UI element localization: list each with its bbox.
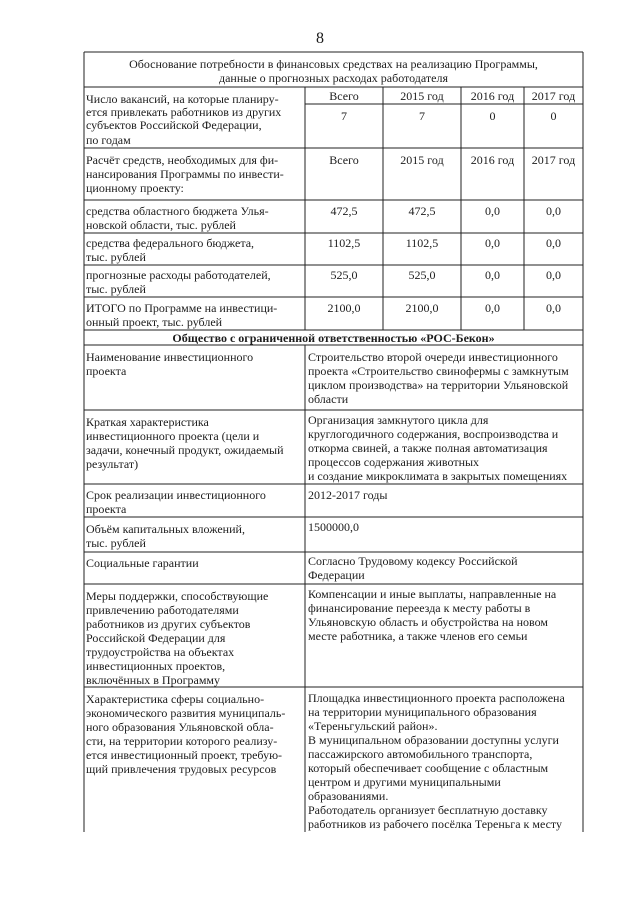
vacancies-label-line-4: по годам xyxy=(86,133,131,147)
regional-budget-2016: 0,0 xyxy=(485,204,500,218)
term-label-2: проекта xyxy=(86,502,127,516)
regional-budget-label-1: средства областного бюджета Улья- xyxy=(86,204,269,218)
vacancies-label-line-2: ется привлекать работников из других xyxy=(86,105,282,119)
regional-budget-total: 472,5 xyxy=(330,204,358,218)
support-label-4: Российской Федерации для xyxy=(86,631,226,645)
social-value-1: Согласно Трудовому кодексу Российской xyxy=(308,554,518,568)
support-value-4: месте работника, а также членов его семьи xyxy=(308,629,528,643)
sphere-value-5: пассажирского автомобильного транспорта, xyxy=(308,747,533,761)
vacancies-total: 7 xyxy=(341,109,347,123)
calc-header-2015: 2015 год xyxy=(400,153,444,167)
calc-header-2016: 2016 год xyxy=(470,153,515,167)
support-label-6: инвестиционных проектов, xyxy=(86,659,226,673)
characteristics-value-1: Организация замкнутого цикла для xyxy=(308,413,489,427)
characteristics-label-4: результат) xyxy=(86,457,139,471)
term-value: 2012-2017 годы xyxy=(308,488,388,502)
social-label: Социальные гарантии xyxy=(86,556,199,570)
section-title-line-2: данные о прогнозных расходах работодателя xyxy=(219,71,448,85)
regional-budget-2015: 472,5 xyxy=(408,204,436,218)
project-name-value-2: проекта «Строительство свинофермы с замкнутым xyxy=(308,364,569,378)
calc-header-total: Всего xyxy=(329,153,359,167)
support-label-7: включённых в Программу xyxy=(86,673,221,687)
sphere-value-4: В муниципальном образовании доступны услуги xyxy=(308,733,559,747)
sphere-value-1: Площадка инвестиционного проекта расположена xyxy=(308,691,565,705)
project-name-value-1: Строительство второй очереди инвестиционного xyxy=(308,350,558,364)
sphere-value-9: Работодатель организует бесплатную доставку xyxy=(308,803,548,817)
header-total: Всего xyxy=(329,89,359,103)
program-total-2016: 0,0 xyxy=(485,301,500,315)
sphere-value-3: «Тереньгульский район». xyxy=(308,719,438,733)
characteristics-label-1: Краткая характеристика xyxy=(86,415,209,429)
capital-label-1: Объём капитальных вложений, xyxy=(86,522,245,536)
header-2016: 2016 год xyxy=(470,89,515,103)
term-label-1: Срок реализации инвестиционного xyxy=(86,488,266,502)
sphere-value-8: образованиями. xyxy=(308,789,389,803)
employer-expenses-label-2: тыс. рублей xyxy=(86,282,146,296)
project-name-value-3: циклом производства» на территории Ульяновской xyxy=(308,378,569,392)
support-value-1: Компенсации и иные выплаты, направленные на xyxy=(308,587,557,601)
federal-budget-2015: 1102,5 xyxy=(405,236,439,250)
federal-budget-label-2: тыс. рублей xyxy=(86,250,146,264)
vacancies-label-line-3: субъектов Российской Федерации, xyxy=(86,118,262,132)
employer-expenses-2015: 525,0 xyxy=(408,268,436,282)
sphere-label-1: Характеристика сферы социально- xyxy=(86,692,265,706)
characteristics-value-3: откорма свиней, а также полная автоматизация xyxy=(308,441,548,455)
support-value-3: Ульяновскую область и обустройства на новом xyxy=(308,615,548,629)
employer-expenses-label-1: прогнозные расходы работодателей, xyxy=(86,268,271,282)
support-label-5: трудоустройства на объектах xyxy=(86,645,235,659)
vacancies-2017: 0 xyxy=(550,109,557,123)
program-total-2017: 0,0 xyxy=(546,301,561,315)
vacancies-2015: 7 xyxy=(419,109,425,123)
calc-header-2017: 2017 год xyxy=(531,153,576,167)
support-label-3: работников из других субъектов xyxy=(86,617,251,631)
vacancies-label-line-1: Число вакансий, на которые планиру- xyxy=(86,92,279,106)
regional-budget-2017: 0,0 xyxy=(546,204,561,218)
calc-label-line-1: Расчёт средств, необходимых для фи- xyxy=(86,153,279,167)
company-heading: Общество с ограниченной ответственностью «РОС-Бекон» xyxy=(172,331,495,345)
characteristics-value-2: круглогодичного содержания, воспроизводства и xyxy=(308,427,559,441)
header-2015: 2015 год xyxy=(400,89,444,103)
sphere-value-10: работников из рабочего посёлка Тереньга к месту xyxy=(308,817,562,831)
capital-label-2: тыс. рублей xyxy=(86,536,146,550)
program-total-total: 2100,0 xyxy=(327,301,361,315)
federal-budget-label-1: средства федерального бюджета, xyxy=(86,236,255,250)
capital-value: 1500000,0 xyxy=(308,520,359,534)
program-total-label-1: ИТОГО по Программе на инвестици- xyxy=(86,301,278,315)
support-label-1: Меры поддержки, способствующие xyxy=(86,589,269,603)
section-title-line-1: Обоснование потребности в финансовых средствах на реализацию Программы, xyxy=(129,57,538,71)
regional-budget-label-2: новской области, тыс. рублей xyxy=(86,218,236,232)
project-name-label-1: Наименование инвестиционного xyxy=(86,350,254,364)
vacancies-2016: 0 xyxy=(489,109,496,123)
support-label-2: привлечению работодателями xyxy=(86,603,239,617)
employer-expenses-2016: 0,0 xyxy=(485,268,500,282)
characteristics-value-4: процессов содержания животных xyxy=(308,455,480,469)
project-name-value-4: области xyxy=(308,392,349,406)
header-2017: 2017 год xyxy=(531,89,576,103)
sphere-label-6: щий привлечения трудовых ресурсов xyxy=(86,762,277,776)
characteristics-label-2: инвестиционного проекта (цели и xyxy=(86,429,260,443)
sphere-label-5: ется инвестиционный проект, требую- xyxy=(86,748,283,762)
sphere-label-2: экономического развития муниципаль- xyxy=(86,706,286,720)
sphere-value-7: центром и другими муниципальными xyxy=(308,775,501,789)
support-value-2: финансирование переезда к месту работы в xyxy=(308,601,531,615)
project-name-label-2: проекта xyxy=(86,364,127,378)
sphere-value-2: на территории муниципального образования xyxy=(308,705,537,719)
employer-expenses-2017: 0,0 xyxy=(546,268,561,282)
characteristics-label-3: задачи, конечный продукт, ожидаемый xyxy=(86,443,284,457)
calc-label-line-3: ционному проекту: xyxy=(86,181,184,195)
calc-label-line-2: нансирования Программы по инвести- xyxy=(86,167,284,181)
program-total-label-2: онный проект, тыс. рублей xyxy=(86,315,223,329)
sphere-label-4: сти, на территории которого реализу- xyxy=(86,734,278,748)
program-total-2015: 2100,0 xyxy=(405,301,439,315)
page-number: 8 xyxy=(316,30,324,47)
federal-budget-2016: 0,0 xyxy=(485,236,500,250)
characteristics-value-5: и создание микроклимата в закрытых помещениях xyxy=(308,469,568,483)
social-value-2: Федерации xyxy=(308,568,365,582)
federal-budget-total: 1102,5 xyxy=(327,236,361,250)
sphere-value-6: который обеспечивает сообщение с областным xyxy=(308,761,549,775)
employer-expenses-total: 525,0 xyxy=(330,268,358,282)
federal-budget-2017: 0,0 xyxy=(546,236,561,250)
sphere-label-3: ного образования Ульяновской обла- xyxy=(86,720,274,734)
